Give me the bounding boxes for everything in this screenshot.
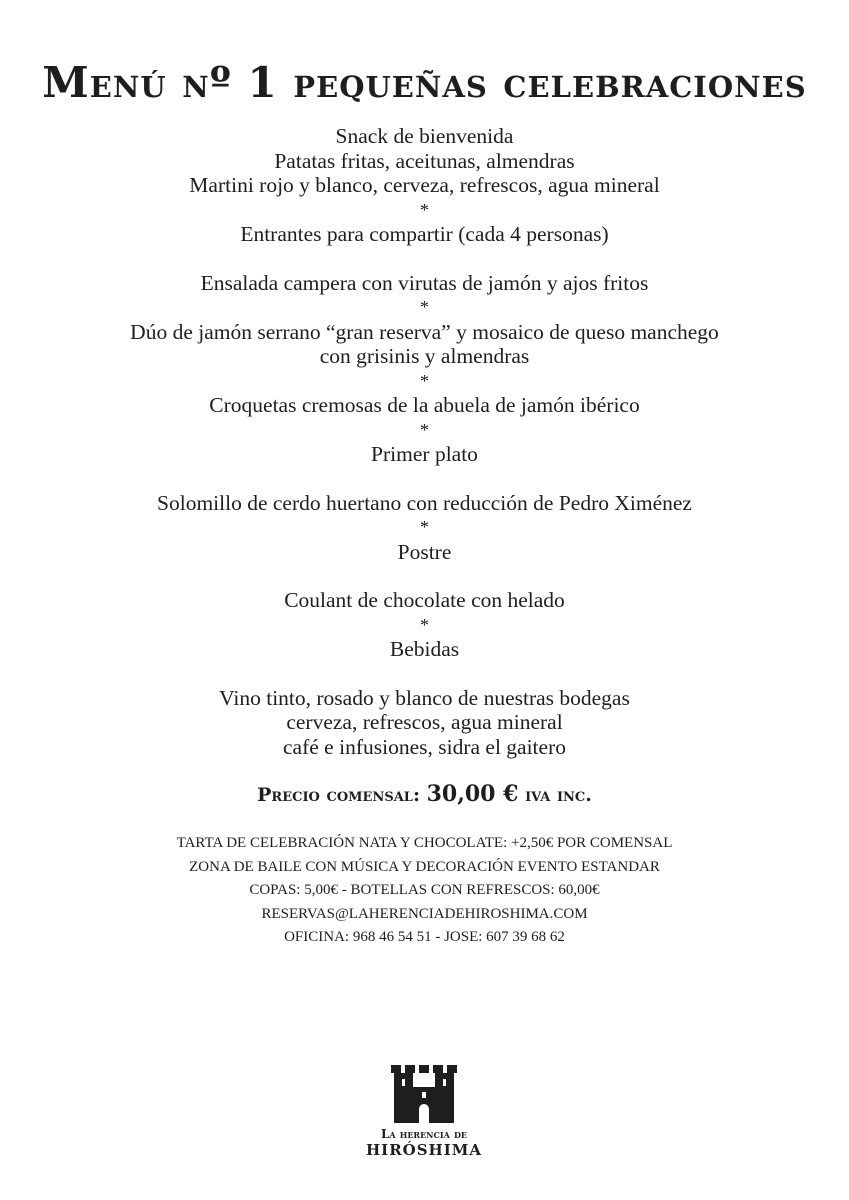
entrantes-heading: Entrantes para compartir (cada 4 personas): [240, 222, 609, 246]
castle-tower-icon: [391, 1065, 457, 1123]
menu-item: Coulant de chocolate con helado: [284, 588, 565, 612]
separator-star: *: [420, 614, 429, 635]
menu-item: Solomillo de cerdo huertano con reducción de Pedro Ximénez: [157, 490, 692, 515]
logo-text-line2: HIRÓSHIMA: [366, 1141, 482, 1159]
menu-item: con grisinis y almendras: [319, 344, 530, 368]
primer-plato-heading: Primer plato: [371, 442, 478, 466]
price-suffix: iva inc.: [525, 784, 592, 806]
note-line: TARTA DE CELEBRACIÓN NATA Y CHOCOLATE: +2,50€ POR COMENSAL: [176, 835, 673, 851]
menu-body: [0, 124, 849, 759]
note-phones: OFICINA: 968 46 54 51 - JOSE: 607 39 68 62: [284, 929, 565, 945]
separator-star: *: [420, 199, 429, 220]
price-line: [0, 779, 849, 810]
menu-item: Martini rojo y blanco, cerveza, refrescos, agua mineral: [189, 173, 660, 197]
menu-item: café e infusiones, sidra el gaitero: [283, 734, 566, 759]
snack-heading: Snack de bienvenida: [335, 124, 514, 148]
menu-item: Dúo de jamón serrano “gran reserva” y mosaico de queso manchego: [130, 319, 719, 344]
notes-block: [0, 832, 849, 950]
menu-item: cerveza, refrescos, agua mineral: [286, 710, 563, 734]
menu-title: Menú nº 1 pequeñas celebraciones: [42, 58, 807, 107]
menu-item: Ensalada campera con virutas de jamón y ajos fritos: [200, 270, 649, 295]
note-line: COPAS: 5,00€ - BOTELLAS CON REFRESCOS: 60,00€: [249, 882, 600, 898]
note-email[interactable]: RESERVAS@LAHERENCIADEHIROSHIMA.COM: [261, 905, 588, 922]
menu-item: Vino tinto, rosado y blanco de nuestras bodegas: [219, 685, 630, 710]
separator-star: *: [420, 419, 429, 440]
separator-star: *: [420, 297, 429, 317]
menu-item: Patatas fritas, aceitunas, almendras: [274, 148, 575, 173]
menu-item: Croquetas cremosas de la abuela de jamón ibérico: [209, 393, 640, 417]
separator-star: *: [420, 370, 429, 391]
logo: [364, 1065, 484, 1165]
price-amount: 30,00 €: [426, 781, 519, 807]
separator-star: *: [420, 517, 429, 537]
bebidas-heading: Bebidas: [389, 637, 460, 661]
price-label: Precio comensal:: [257, 784, 420, 806]
logo-text-line1: La herencia de: [380, 1127, 468, 1141]
note-line: ZONA DE BAILE CON MÚSICA Y DECORACIÓN EVENTO ESTANDAR: [189, 858, 660, 875]
postre-heading: Postre: [397, 539, 452, 564]
